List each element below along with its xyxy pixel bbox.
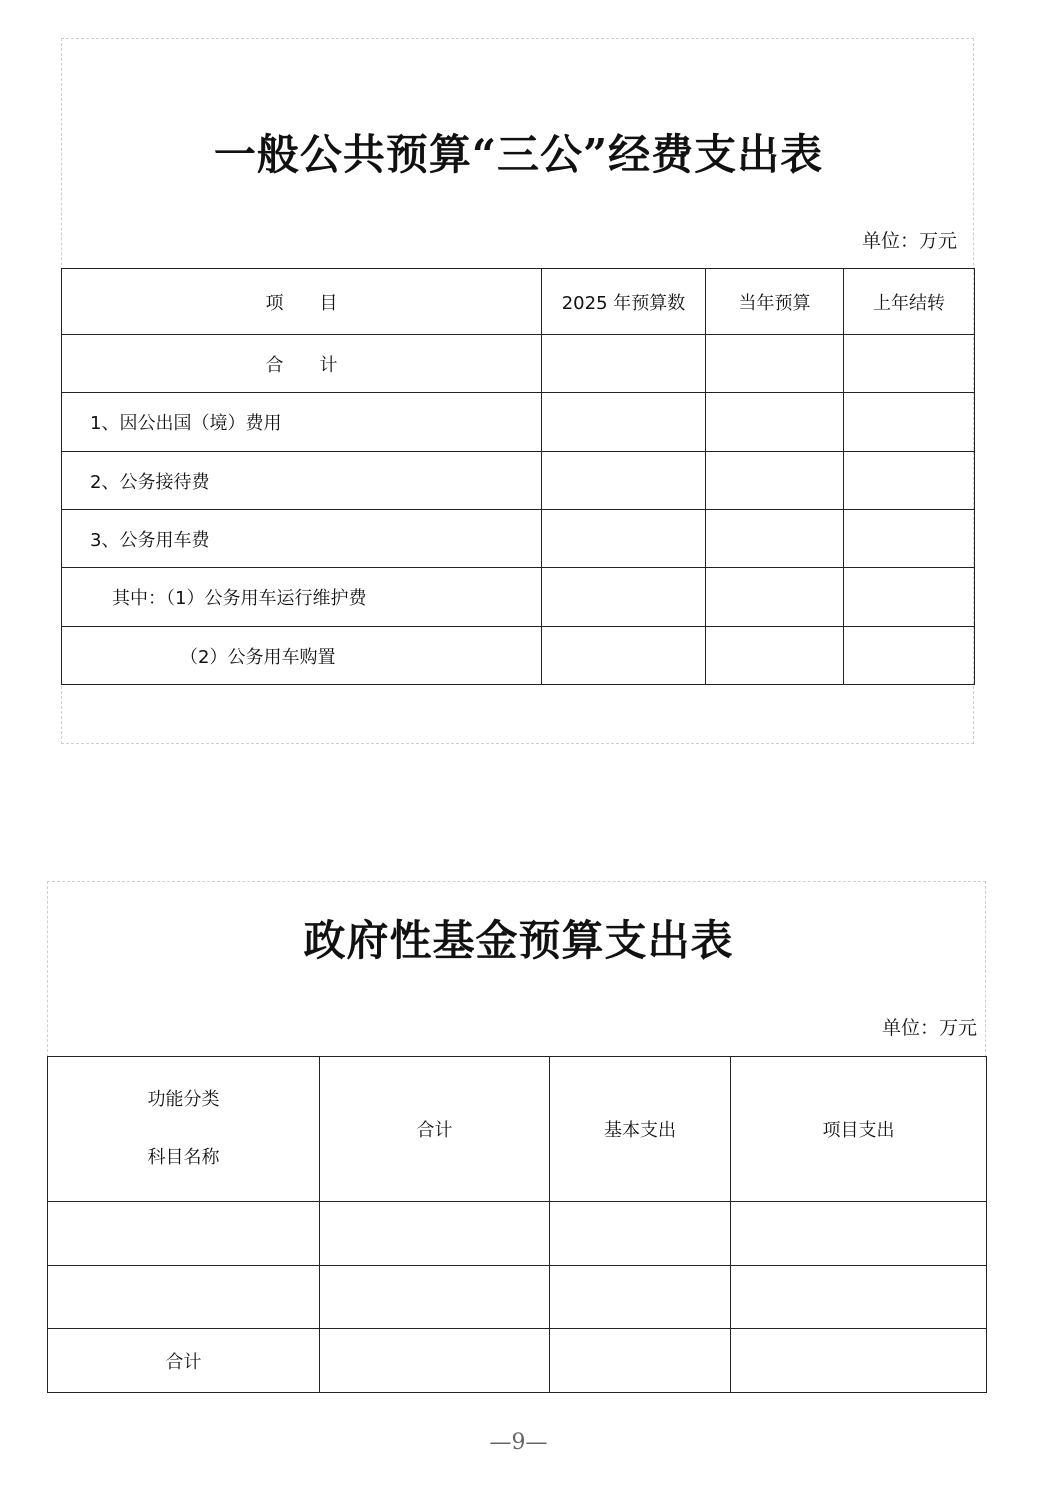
table1-row-label: 其中：（1）公务用车运行维护费 (62, 568, 542, 627)
table-cell (542, 393, 706, 452)
table1-total-label: 合 计 (62, 335, 542, 393)
table-row (62, 393, 975, 452)
table2-total-label: 合计 (48, 1329, 320, 1393)
table2-header-basic: 基本支出 (550, 1057, 731, 1202)
table-row (62, 452, 975, 510)
table1-header-carryover: 上年结转 (844, 269, 975, 335)
table-row (62, 568, 975, 627)
table-cell (48, 1202, 320, 1266)
table-cell (844, 568, 975, 627)
table-cell (320, 1266, 550, 1329)
table1-header-budget-2025: 2025 年预算数 (542, 269, 706, 335)
table-row (62, 335, 975, 393)
table-row (62, 510, 975, 568)
table-cell (731, 1202, 987, 1266)
table2-header-category-line2: 科目名称 (147, 1147, 220, 1168)
table-cell (550, 1266, 731, 1329)
table1-row-label: 1、因公出国（境）费用 (62, 393, 542, 452)
table-cell (844, 393, 975, 452)
page-number: —9— (489, 1430, 548, 1455)
table1-header-item: 项 目 (62, 269, 542, 335)
table-cell (844, 510, 975, 568)
table1-title: 一般公共预算“三公”经费支出表 (213, 130, 824, 179)
table-cell (706, 452, 844, 510)
table-cell (550, 1329, 731, 1393)
table2-header-category (48, 1057, 320, 1202)
table2-title: 政府性基金预算支出表 (303, 916, 734, 965)
table-row (48, 1329, 987, 1393)
table-cell (320, 1202, 550, 1266)
table2-unit: 单位：万元 (882, 1017, 978, 1039)
table-cell (844, 452, 975, 510)
table1 (61, 268, 975, 685)
table-cell (731, 1329, 987, 1393)
table1-unit: 单位：万元 (862, 230, 958, 252)
table-cell (542, 568, 706, 627)
table1-header-current-budget: 当年预算 (706, 269, 844, 335)
table-cell (731, 1266, 987, 1329)
table-row (48, 1266, 987, 1329)
table2-header-project: 项目支出 (731, 1057, 987, 1202)
table2-header-category-line1: 功能分类 (147, 1089, 220, 1110)
table2 (47, 1056, 987, 1393)
table2-header-row (48, 1057, 987, 1202)
table-row (48, 1202, 987, 1266)
table-cell (48, 1266, 320, 1329)
table-cell (706, 568, 844, 627)
table-cell (706, 335, 844, 393)
table-cell (542, 510, 706, 568)
table-cell (542, 452, 706, 510)
table-cell (320, 1329, 550, 1393)
table-cell (706, 510, 844, 568)
table-cell (706, 393, 844, 452)
table2-header-total: 合计 (320, 1057, 550, 1202)
table-cell (844, 627, 975, 685)
table-cell (706, 627, 844, 685)
table1-header-row (62, 269, 975, 335)
table1-row-label: 3、公务用车费 (62, 510, 542, 568)
table-cell (844, 335, 975, 393)
table-cell (542, 627, 706, 685)
table1-row-label: 2、公务接待费 (62, 452, 542, 510)
table-row (62, 627, 975, 685)
table-cell (542, 335, 706, 393)
table1-row-label: （2）公务用车购置 (62, 627, 542, 685)
table-cell (550, 1202, 731, 1266)
